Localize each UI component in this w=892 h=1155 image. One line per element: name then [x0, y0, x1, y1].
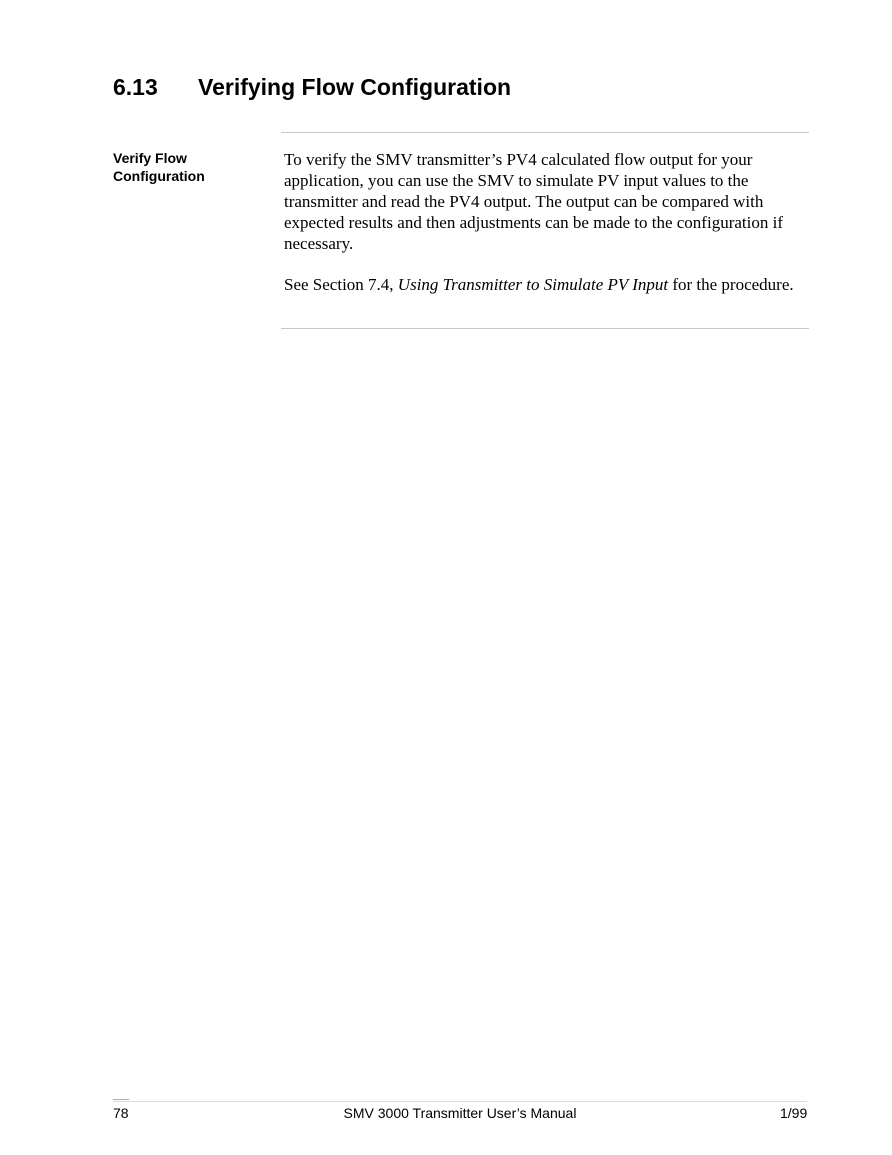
paragraph-intro: To verify the SMV transmitter’s PV4 calculated flow output for your application, you can use the SMV to simulate PV input values to the transmitter and read the PV4 output. The output can be compared with expected results and then adjustments can be made to the configuration if necessary.	[284, 150, 783, 253]
section-heading	[113, 73, 511, 101]
side-heading-line-2: Configuration	[113, 168, 205, 184]
bottom-divider	[281, 328, 809, 329]
see-section-text: See Section 7.4,	[284, 275, 398, 294]
top-divider	[281, 132, 809, 133]
section-title: Verifying Flow Configuration	[198, 74, 512, 100]
page-number: 78	[113, 1105, 129, 1121]
side-heading-line-1: Verify Flow	[113, 150, 187, 166]
procedure-text: for the procedure.	[668, 275, 794, 294]
manual-title: SMV 3000 Transmitter User’s Manual	[343, 1105, 577, 1121]
footer-tick-mark	[113, 1099, 129, 1100]
paragraph-see-section	[284, 274, 810, 295]
section-reference: Using Transmitter to Simulate PV Input	[397, 275, 669, 294]
section-number: 6.13	[113, 74, 158, 100]
revision-date: 1/99	[780, 1105, 808, 1121]
footer-divider	[113, 1101, 807, 1102]
side-heading	[113, 149, 263, 185]
body-text	[284, 149, 810, 315]
